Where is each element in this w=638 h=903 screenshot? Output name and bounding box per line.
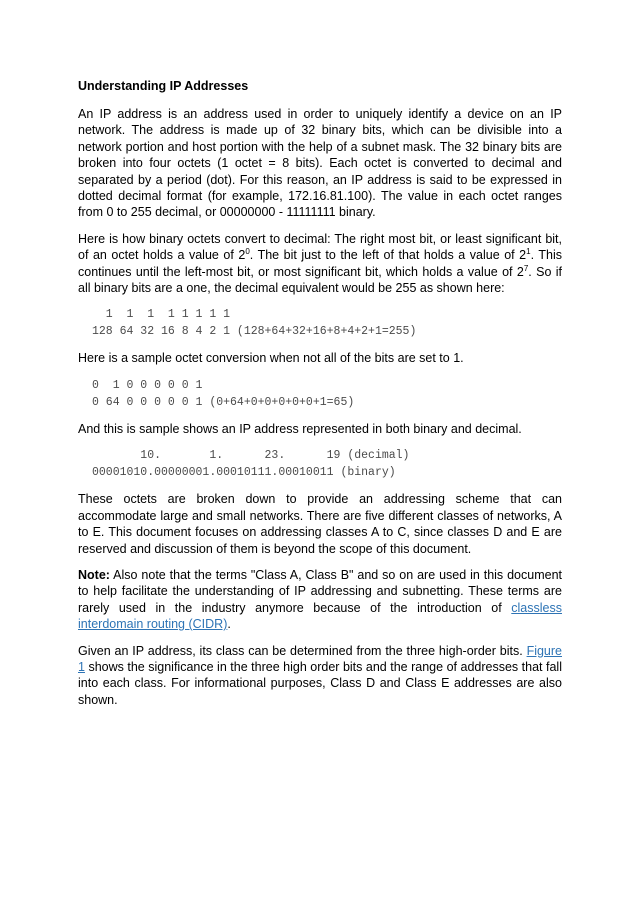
conversion-text-part4: . So if all binary bits are a one, the decimal equivalent would be 255 as shown here: [78, 264, 562, 296]
exponent-1: 1 [526, 247, 531, 257]
code-line: 00001010.00000001.00010111.00010011 (binary) [92, 466, 396, 480]
note-paragraph [78, 567, 562, 633]
sample-octet-code-block [78, 377, 562, 411]
document-page [78, 77, 562, 718]
exponent-0: 0 [245, 247, 250, 257]
note-text: Also note that the terms "Class A, Class B" and so on are used in this document to help facilitate the understanding of IP addressing and subnetting. These terms are rarely used in the industry anymore because of the introduction of [78, 567, 562, 615]
code-line: 1 1 1 1 1 1 1 1 [92, 308, 231, 322]
page-title: Understanding IP Addresses [78, 79, 249, 93]
exponent-7: 7 [523, 263, 529, 273]
conversion-text-part1: Here is how binary octets convert to decimal: The right most bit, or least significant bit, of an octet holds a value of 2 [78, 231, 562, 263]
code-line: 10. 1. 23. 19 (decimal) [92, 449, 410, 463]
code-line: 0 64 0 0 0 0 0 1 (0+64+0+0+0+0+0+1=65) [92, 395, 355, 409]
final-text-part2: shows the significance in the three high order bits and the range of addresses that fall into each class. For informational purposes, Class D and Class E addresses are also shown. [78, 659, 562, 707]
classes-paragraph: These octets are broken down to provide an addressing scheme that can accommodate large and small networks. There are five different classes of networks, A to E. This document focuses on addressing classes A to C, since classes D and E are reserved and discussion of them is beyond the scope of this document. [78, 492, 562, 556]
cidr-link[interactable]: classless interdomain routing (CIDR) [78, 600, 562, 632]
address-intro-paragraph: And this is sample shows an IP address represented in both binary and decimal. [78, 421, 522, 436]
final-text-part1: Given an IP address, its class can be determined from the three high-order bits. [78, 643, 527, 658]
code-line: 0 1 0 0 0 0 0 1 [92, 378, 203, 392]
conversion-text-part3: . This continues until the left-most bit, or most significant bit, which holds a value of 2 [78, 248, 562, 279]
code-line: 128 64 32 16 8 4 2 1 (128+64+32+16+8+4+2+1=255) [92, 325, 417, 339]
conversion-paragraph [78, 231, 562, 297]
sample-intro-paragraph: Here is a sample octet conversion when not all of the bits are set to 1. [78, 351, 464, 366]
figure-1-link[interactable]: Figure 1 [78, 643, 562, 674]
final-paragraph [78, 643, 562, 709]
note-label: Note: [78, 567, 110, 582]
note-end: . [227, 617, 231, 632]
conversion-text-part2: . The bit just to the left of that holds a value of 2 [249, 248, 527, 263]
intro-paragraph: An IP address is an address used in order to uniquely identify a device on an IP network. The address is made up of 32 binary bits, which can be divisible into a network portion and host portion with the help of a subnet mask. The 32 binary bits are broken into four octets (1 octet = 8 bits). Each octet is converted to decimal and separated by a period (dot). For this reason, an IP address is said to be expressed in dotted decimal format (for example, 172.16.81.100). The value in each octet ranges from 0 to 255 decimal, or 00000000 - 11111111 binary. [78, 107, 562, 220]
bit-values-code-block [78, 306, 562, 340]
ip-address-code-block [78, 447, 562, 481]
